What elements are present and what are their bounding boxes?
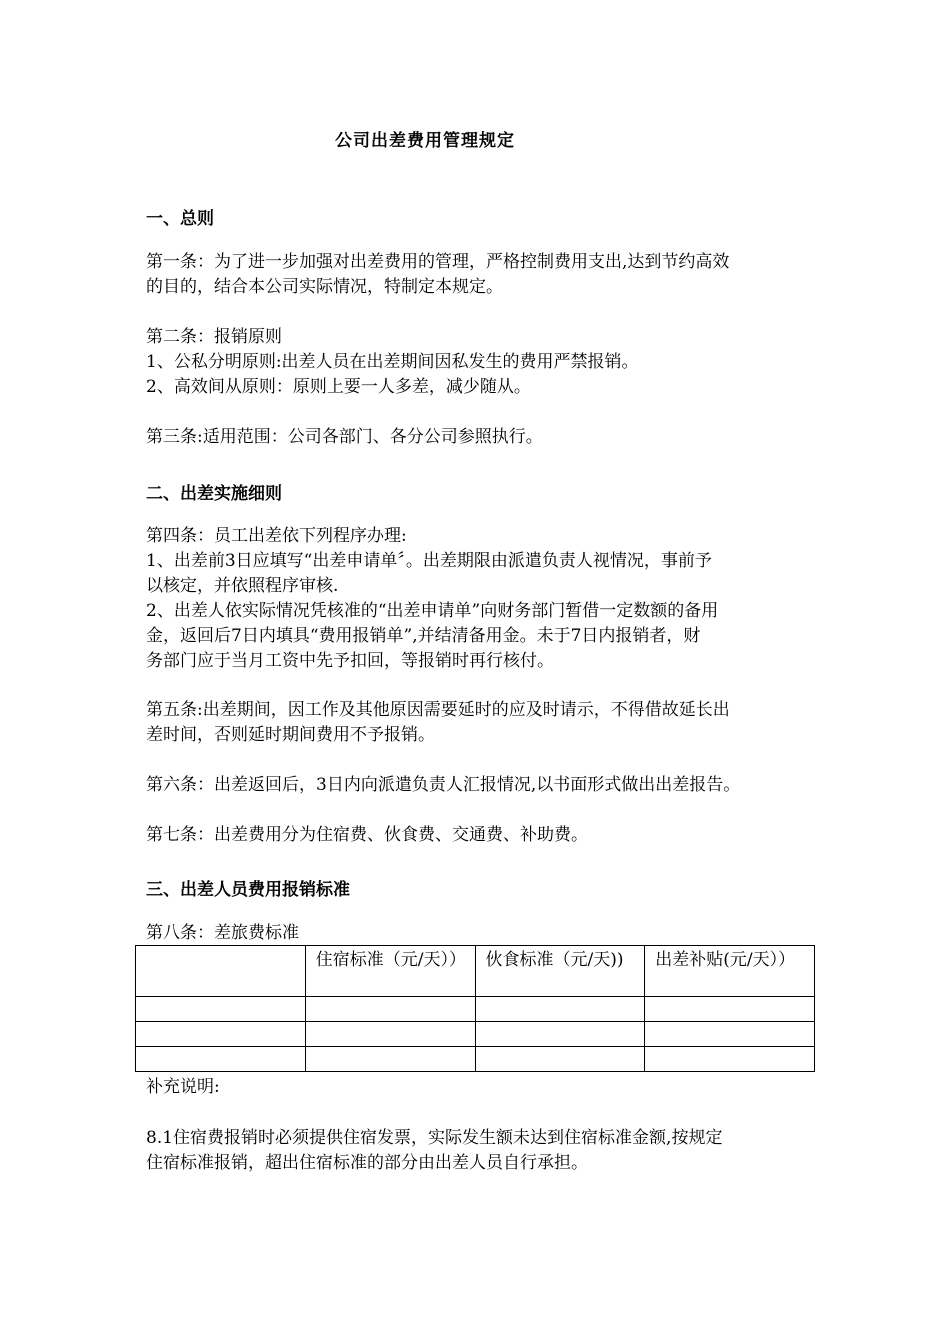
table-header-cell: 伙食标准（元/天)) [475,946,645,997]
table-cell [305,997,475,1022]
article-6 [146,773,806,798]
note-8-1 [146,1126,806,1176]
article-line: 8.1住宿费报销时必须提供住宿发票，实际发生额未达到住宿标准金额,按规定 [146,1128,723,1148]
article-5 [146,698,806,748]
section-heading-standards: 三、出差人员费用报销标准 [146,880,350,900]
article-line: 1、出差前3日应填写“出差申请单〞。出差期限由派遣负责人视情况，事前予 [146,551,712,571]
table-row [136,997,815,1022]
article-1 [146,250,806,300]
article-line: 差时间，否则延时期间费用不予报销。 [146,725,435,745]
article-line: 务部门应于当月工资中先予扣回，等报销时再行核付。 [146,651,554,671]
article-line: 以核定，并依照程序审核. [146,576,339,596]
table-cell [645,997,815,1022]
section-heading-implementation: 二、出差实施细则 [146,484,282,504]
table-header-row [136,946,815,997]
article-line: 1、公私分明原则:出差人员在出差期间因私发生的费用严禁报销。 [146,352,639,372]
document-title: 公司出差费用管理规定 [335,131,515,151]
article-4 [146,524,806,674]
table-row [136,1047,815,1072]
article-8 [146,921,806,946]
table-cell [305,1022,475,1047]
article-line: 的目的，结合本公司实际情况，特制定本规定。 [146,277,503,297]
article-line: 第七条：出差费用分为住宿费、伙食费、交通费、补助费。 [146,825,588,845]
article-line: 第五条:出差期间，因工作及其他原因需要延时的应及时请示，不得借故延长出 [146,700,730,720]
article-2 [146,325,806,400]
table-cell [136,997,306,1022]
table-cell [475,1047,645,1072]
table-cell [645,1047,815,1072]
article-line: 第一条：为了进一步加强对出差费用的管理，严格控制费用支出,达到节约高效 [146,252,730,272]
table-cell [305,1047,475,1072]
article-line: 第二条：报销原则 [146,327,282,347]
article-line: 补充说明: [146,1077,220,1097]
table-row [136,1022,815,1047]
table-cell [475,997,645,1022]
article-3 [146,425,806,450]
article-line: 第三条:适用范围：公司各部门、各分公司参照执行。 [146,427,543,447]
article-line: 第八条：差旅费标准 [146,923,299,943]
table-header-cell: 住宿标准（元/天）） [305,946,475,997]
table-cell [645,1022,815,1047]
table-header-cell: 出差补贴(元/天）） [645,946,815,997]
article-7 [146,823,806,848]
article-line: 第六条：出差返回后，3日内向派遣负责人汇报情况,以书面形式做出出差报告。 [146,775,741,795]
article-line: 金，返回后7日内填具“费用报销单”,并结清备用金。未于7日内报销者，财 [146,626,701,646]
section-heading-general: 一、总则 [146,209,214,229]
table-cell [136,1047,306,1072]
table-header-cell [136,946,306,997]
article-line: 2、高效间从原则：原则上要一人多差，减少随从。 [146,377,531,397]
expense-standards-table [135,945,815,1072]
article-line: 第四条：员工出差依下列程序办理: [146,526,407,546]
table-cell [475,1022,645,1047]
article-line: 2、出差人依实际情况凭核准的“出差申请单”向财务部门暂借一定数额的备用 [146,601,719,621]
table-cell [136,1022,306,1047]
supplement-label [146,1075,806,1100]
article-line: 住宿标准报销，超出住宿标准的部分由出差人员自行承担。 [146,1153,588,1173]
